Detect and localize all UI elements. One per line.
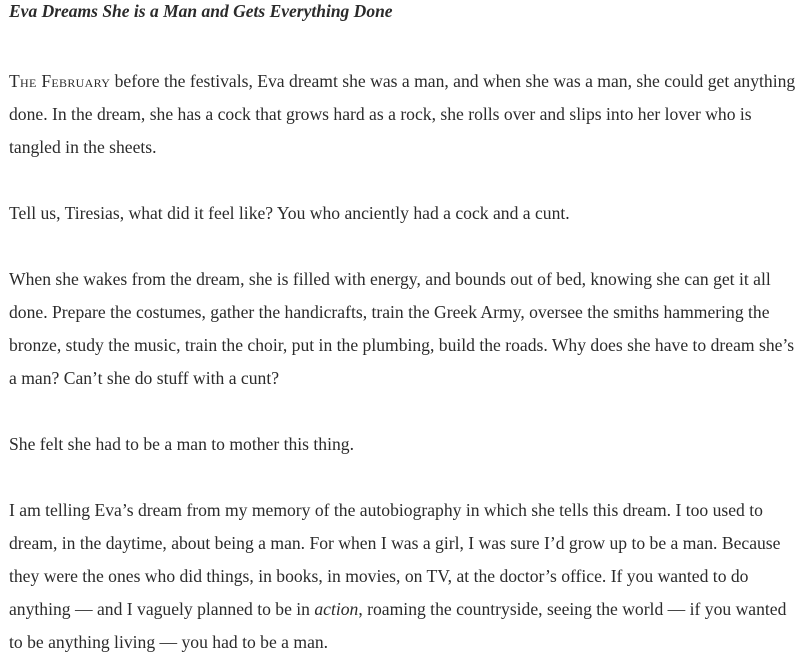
paragraph-3: When she wakes from the dream, she is filled with energy, and bounds out of bed, knowing she can get it all done. Prepare the costumes, gather the handicrafts, train the Greek Army, oversee the smiths hammering the bronze, study the music, train the choir, put in the plumbing, build the roads. Why does she have to dream she’s a man? Can’t she do stuff with a cunt?: [9, 269, 795, 388]
paragraph-1: [9, 65, 804, 164]
paragraph-2: Tell us, Tiresias, what did it feel like? You who anciently had a cock and a cunt.: [9, 203, 570, 223]
paragraph-5-emphasis: action: [314, 599, 359, 619]
document-page: [9, 0, 804, 659]
paragraph-5-after: , roaming the countryside, seeing the world — if you wanted to be anything living — you had to be a man.: [9, 599, 787, 652]
document-title: Eva Dreams She is a Man and Gets Everything Done: [9, 1, 393, 21]
paragraph-1-text: before the festivals, Eva dreamt she was a man, and when she was a man, she could get anything done. In the dream, she has a cock that grows hard as a rock, she rolls over and slips into her lover who is tangled in the sheets.: [9, 71, 796, 157]
paragraph-5-before: I am telling Eva’s dream from my memory of the autobiography in which she tells this dream. I too used to dream, in the daytime, about being a man. For when I was a girl, I was sure I’d grow up to be a man. Because they were the ones who did things, in books, in movies, on TV, at the doctor’s office. If you wanted to do anything — and I vaguely planned to be in: [9, 500, 781, 619]
paragraph-4: She felt she had to be a man to mother this thing.: [9, 434, 354, 454]
paragraph-5: [9, 494, 804, 659]
paragraph-1-lead: The February: [9, 71, 111, 91]
